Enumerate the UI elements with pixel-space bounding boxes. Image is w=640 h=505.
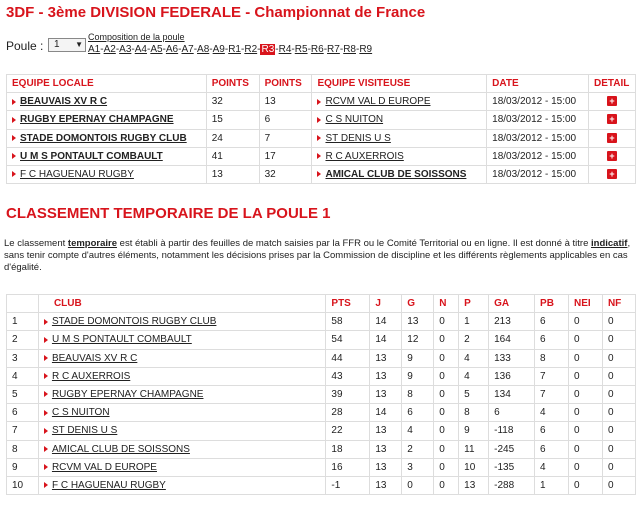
cell-n: 0 (434, 367, 459, 385)
poule-link-separator: - (257, 44, 261, 55)
cell-g: 9 (402, 349, 434, 367)
arrow-right-icon (12, 117, 16, 123)
cell-nei: 0 (568, 440, 602, 458)
poule-link-separator: - (241, 44, 245, 55)
cell-j: 13 (370, 476, 402, 494)
cell-j: 13 (370, 458, 402, 476)
poule-link-a9[interactable]: A9 (212, 44, 225, 55)
poule-link-a5[interactable]: A5 (150, 44, 163, 55)
detail-plus-icon[interactable]: + (607, 133, 617, 143)
arrow-right-icon (12, 153, 16, 159)
poule-link-r2[interactable]: R2 (244, 44, 258, 55)
standings-table (6, 294, 636, 495)
cell-nf: 0 (602, 367, 635, 385)
cell-nei: 0 (568, 331, 602, 349)
cell-pts: 44 (326, 349, 370, 367)
cell-nf: 0 (602, 476, 635, 494)
away-points: 7 (259, 129, 312, 147)
cell-nei: 0 (568, 404, 602, 422)
poule-link-separator: - (224, 44, 229, 55)
cell-nf: 0 (602, 422, 635, 440)
cell-p: 8 (459, 404, 489, 422)
home-points: 24 (206, 129, 259, 147)
cell-pts: 58 (326, 313, 370, 331)
cell-pts: 18 (326, 440, 370, 458)
cell-nei: 0 (568, 476, 602, 494)
cell-nf: 0 (602, 440, 635, 458)
detail-cell (588, 111, 635, 129)
home-points: 15 (206, 111, 259, 129)
info-text-1: Le classement (4, 238, 68, 249)
club-name[interactable]: RCVM VAL D EUROPE (51, 461, 157, 473)
cell-g: 3 (402, 458, 434, 476)
detail-plus-icon[interactable]: + (607, 96, 617, 106)
away-team-name[interactable]: RCVM VAL D EUROPE (325, 96, 431, 108)
poule-link-separator: - (131, 44, 135, 55)
header-n: N (434, 295, 459, 313)
cell-g: 13 (402, 313, 434, 331)
header-detail: DETAIL (588, 75, 635, 93)
cell-rank: 4 (7, 367, 39, 385)
header-club: CLUB (38, 295, 325, 313)
poule-link-separator: - (323, 44, 328, 55)
arrow-right-icon (12, 171, 16, 177)
arrow-right-icon (44, 373, 48, 379)
away-team-cell[interactable] (312, 129, 487, 147)
poule-link-separator: - (100, 44, 104, 55)
header-g: G (402, 295, 434, 313)
standings-row (7, 313, 636, 331)
cell-rank: 9 (7, 458, 39, 476)
match-date: 18/03/2012 - 15:00 (487, 93, 589, 111)
match-row (7, 165, 636, 183)
poule-select-value: 1 (54, 39, 60, 50)
club-name[interactable]: STADE DOMONTOIS RUGBY CLUB (51, 316, 217, 328)
arrow-right-icon (44, 428, 48, 434)
cell-ga: 164 (489, 331, 535, 349)
cell-p: 11 (459, 440, 489, 458)
poule-link-r7[interactable]: R7 (327, 44, 340, 55)
poule-link-separator: - (193, 44, 198, 55)
cell-ga: 133 (489, 349, 535, 367)
poule-link-a8[interactable]: A8 (197, 44, 210, 55)
cell-nei: 0 (568, 367, 602, 385)
cell-n: 0 (434, 349, 459, 367)
home-team-cell[interactable] (7, 93, 207, 111)
cell-p: 1 (459, 313, 489, 331)
detail-cell (588, 147, 635, 165)
match-date: 18/03/2012 - 15:00 (487, 165, 589, 183)
poule-link-separator: - (291, 44, 295, 55)
away-team-name[interactable]: R C AUXERROIS (325, 150, 404, 162)
arrow-right-icon (317, 153, 321, 159)
header-nei: NEI (568, 295, 602, 313)
arrow-right-icon (317, 135, 321, 141)
cell-pb: 7 (535, 385, 569, 403)
cell-pb: 6 (535, 422, 569, 440)
cell-club[interactable] (38, 476, 325, 494)
cell-nei: 0 (568, 422, 602, 440)
cell-g: 2 (402, 440, 434, 458)
standings-row (7, 440, 636, 458)
arrow-right-icon (317, 99, 321, 105)
cell-ga: -135 (489, 458, 535, 476)
cell-p: 2 (459, 331, 489, 349)
cell-pb: 6 (535, 440, 569, 458)
arrow-right-icon (12, 99, 16, 105)
cell-n: 0 (434, 404, 459, 422)
cell-nei: 0 (568, 349, 602, 367)
arrow-right-icon (317, 171, 321, 177)
cell-j: 14 (370, 313, 402, 331)
club-name[interactable]: AMICAL CLUB DE SOISSONS (51, 443, 190, 455)
cell-n: 0 (434, 331, 459, 349)
detail-plus-icon[interactable]: + (607, 169, 617, 179)
poule-link-r4[interactable]: R4 (278, 44, 292, 55)
club-name[interactable]: F C HAGUENAU RUGBY (51, 479, 166, 491)
header-away-points: POINTS (259, 75, 312, 93)
cell-g: 9 (402, 367, 434, 385)
home-team-name[interactable]: RUGBY EPERNAY CHAMPAGNE (20, 114, 174, 126)
detail-cell (588, 129, 635, 147)
home-team-name[interactable]: U M S PONTAULT COMBAULT (20, 150, 163, 162)
poule-link-r5[interactable]: R5 (294, 44, 308, 55)
cell-club[interactable] (38, 313, 325, 331)
cell-pb: 6 (535, 313, 569, 331)
club-name[interactable]: R C AUXERROIS (51, 370, 131, 382)
away-points: 17 (259, 147, 312, 165)
cell-n: 0 (434, 458, 459, 476)
standings-row (7, 404, 636, 422)
cell-nei: 0 (568, 458, 602, 476)
cell-pb: 4 (535, 404, 569, 422)
matches-header-row (7, 75, 636, 93)
poule-link-r6[interactable]: R6 (310, 44, 324, 55)
detail-cell (588, 93, 635, 111)
poule-link-separator: - (146, 44, 151, 55)
poule-link-a2[interactable]: A2 (103, 44, 116, 55)
away-team-cell[interactable] (312, 165, 487, 183)
poule-link-a6[interactable]: A6 (165, 44, 179, 55)
cell-p: 5 (459, 385, 489, 403)
cell-g: 0 (402, 476, 434, 494)
match-date: 18/03/2012 - 15:00 (487, 129, 589, 147)
cell-n: 0 (434, 476, 459, 494)
cell-n: 0 (434, 422, 459, 440)
cell-g: 12 (402, 331, 434, 349)
cell-j: 13 (370, 422, 402, 440)
poule-label: Poule : (6, 39, 44, 53)
cell-rank: 8 (7, 440, 39, 458)
poule-link-a3[interactable]: A3 (119, 44, 132, 55)
home-team-name[interactable]: STADE DOMONTOIS RUGBY CLUB (20, 132, 187, 144)
poule-link-separator: - (355, 44, 360, 55)
standings-row (7, 458, 636, 476)
cell-ga: -118 (489, 422, 535, 440)
club-name[interactable]: BEAUVAIS XV R C (51, 352, 138, 364)
cell-n: 0 (434, 313, 459, 331)
cell-club[interactable] (38, 440, 325, 458)
cell-pts: 54 (326, 331, 370, 349)
arrow-right-icon (44, 337, 48, 343)
cell-pts: 43 (326, 367, 370, 385)
cell-j: 13 (370, 385, 402, 403)
away-team-name[interactable]: C S NUITON (325, 114, 384, 126)
club-name[interactable]: RUGBY EPERNAY CHAMPAGNE (51, 389, 204, 401)
composition-link[interactable]: Composition de la poule (88, 32, 185, 42)
poule-link-a7[interactable]: A7 (181, 44, 194, 55)
cell-g: 4 (402, 422, 434, 440)
header-pts: PTS (326, 295, 370, 313)
poule-link-r3[interactable]: R3 (261, 44, 275, 55)
club-name[interactable]: ST DENIS U S (51, 425, 118, 437)
cell-pb: 6 (535, 331, 569, 349)
poule-link-separator: - (307, 44, 311, 55)
match-row (7, 147, 636, 165)
cell-j: 13 (370, 367, 402, 385)
chevron-down-icon: ▼ (75, 40, 83, 49)
cell-nf: 0 (602, 349, 635, 367)
info-text-3: , sans tenir compte d'autres éléments, notamment les décisions prises par la Commission de discipline et les différents règlements applicables en cas d'égalité. (4, 238, 631, 273)
cell-rank: 7 (7, 422, 39, 440)
detail-plus-icon[interactable]: + (607, 114, 617, 124)
cell-nf: 0 (602, 458, 635, 476)
away-team-cell[interactable] (312, 93, 487, 111)
home-team-name[interactable]: BEAUVAIS XV R C (20, 96, 108, 108)
away-points: 6 (259, 111, 312, 129)
home-team-cell[interactable] (7, 147, 207, 165)
match-row (7, 111, 636, 129)
cell-pts: 16 (326, 458, 370, 476)
header-ga: GA (489, 295, 535, 313)
cell-ga: -288 (489, 476, 535, 494)
cell-ga: -245 (489, 440, 535, 458)
poule-link-separator: - (115, 44, 120, 55)
away-points: 32 (259, 165, 312, 183)
cell-rank: 1 (7, 313, 39, 331)
info-text-2: est établi à partir des feuilles de match saisies par la FFR ou le Comité Territorial ou en ligne. Il est donné à titre (117, 238, 592, 249)
poule-link-a1[interactable]: A1 (88, 44, 101, 55)
cell-g: 6 (402, 404, 434, 422)
match-date: 18/03/2012 - 15:00 (487, 147, 589, 165)
cell-club[interactable] (38, 422, 325, 440)
away-team-name[interactable]: ST DENIS U S (325, 132, 391, 144)
away-team-name[interactable]: AMICAL CLUB DE SOISSONS (325, 169, 467, 181)
cell-club[interactable] (38, 331, 325, 349)
header-date: DATE (487, 75, 589, 93)
cell-p: 9 (459, 422, 489, 440)
arrow-right-icon (44, 355, 48, 361)
home-points: 41 (206, 147, 259, 165)
cell-rank: 2 (7, 331, 39, 349)
header-rank (7, 295, 39, 313)
cell-j: 13 (370, 349, 402, 367)
cell-p: 4 (459, 349, 489, 367)
poule-link-r9[interactable]: R9 (359, 44, 373, 55)
away-points: 13 (259, 93, 312, 111)
poule-link-separator: - (339, 44, 344, 55)
poule-link-separator: - (162, 44, 166, 55)
standings-header-row (7, 295, 636, 313)
club-name[interactable]: C S NUITON (51, 407, 110, 419)
arrow-right-icon (44, 410, 48, 416)
cell-rank: 5 (7, 385, 39, 403)
section-title: CLASSEMENT TEMPORAIRE DE LA POULE 1 (6, 205, 331, 222)
cell-j: 14 (370, 404, 402, 422)
header-pb: PB (535, 295, 569, 313)
cell-ga: 134 (489, 385, 535, 403)
page-title: 3DF - 3ème DIVISION FEDERALE - Championnat de France (6, 4, 426, 21)
arrow-right-icon (44, 482, 48, 488)
poule-link-separator: - (209, 44, 213, 55)
poule-select[interactable] (48, 38, 86, 52)
away-team-cell[interactable] (312, 147, 487, 165)
arrow-right-icon (12, 135, 16, 141)
cell-j: 14 (370, 331, 402, 349)
detail-cell (588, 165, 635, 183)
header-home-points: POINTS (206, 75, 259, 93)
cell-pts: 22 (326, 422, 370, 440)
standings-row (7, 476, 636, 494)
cell-j: 13 (370, 440, 402, 458)
poule-link-separator: - (178, 44, 182, 55)
header-nf: NF (602, 295, 635, 313)
cell-nf: 0 (602, 313, 635, 331)
home-points: 32 (206, 93, 259, 111)
cell-club[interactable] (38, 349, 325, 367)
header-j: J (370, 295, 402, 313)
cell-pb: 1 (535, 476, 569, 494)
cell-p: 13 (459, 476, 489, 494)
cell-p: 10 (459, 458, 489, 476)
match-date: 18/03/2012 - 15:00 (487, 111, 589, 129)
arrow-right-icon (44, 319, 48, 325)
home-team-cell[interactable] (7, 129, 207, 147)
info-paragraph (4, 238, 636, 274)
home-team-cell[interactable] (7, 165, 207, 183)
arrow-right-icon (44, 446, 48, 452)
poule-link-separator: - (275, 44, 279, 55)
away-team-cell[interactable] (312, 111, 487, 129)
poule-link-a4[interactable]: A4 (134, 44, 147, 55)
standings-row (7, 367, 636, 385)
temporaire-link[interactable]: temporaire (67, 238, 118, 249)
cell-ga: 136 (489, 367, 535, 385)
poule-links (88, 44, 372, 55)
cell-p: 4 (459, 367, 489, 385)
cell-pts: -1 (326, 476, 370, 494)
home-team-cell[interactable] (7, 111, 207, 129)
cell-pts: 28 (326, 404, 370, 422)
home-points: 13 (206, 165, 259, 183)
cell-club[interactable] (38, 404, 325, 422)
detail-plus-icon[interactable]: + (607, 151, 617, 161)
matches-table (6, 74, 636, 184)
header-away-team: EQUIPE VISITEUSE (312, 75, 487, 93)
cell-n: 0 (434, 385, 459, 403)
header-p: P (459, 295, 489, 313)
cell-pb: 7 (535, 367, 569, 385)
cell-nf: 0 (602, 385, 635, 403)
standings-row (7, 422, 636, 440)
cell-club[interactable] (38, 385, 325, 403)
cell-rank: 10 (7, 476, 39, 494)
standings-row (7, 385, 636, 403)
cell-nei: 0 (568, 313, 602, 331)
cell-club[interactable] (38, 367, 325, 385)
match-row (7, 93, 636, 111)
poule-link-r1[interactable]: R1 (228, 44, 241, 55)
cell-pb: 8 (535, 349, 569, 367)
cell-n: 0 (434, 440, 459, 458)
standings-row (7, 331, 636, 349)
arrow-right-icon (44, 464, 48, 470)
cell-ga: 213 (489, 313, 535, 331)
header-home-team: EQUIPE LOCALE (7, 75, 207, 93)
arrow-right-icon (317, 117, 321, 123)
standings-row (7, 349, 636, 367)
cell-pts: 39 (326, 385, 370, 403)
cell-pb: 4 (535, 458, 569, 476)
cell-rank: 3 (7, 349, 39, 367)
poule-link-r8[interactable]: R8 (343, 44, 356, 55)
cell-g: 8 (402, 385, 434, 403)
cell-rank: 6 (7, 404, 39, 422)
home-team-name[interactable]: F C HAGUENAU RUGBY (20, 169, 134, 181)
arrow-right-icon (44, 391, 48, 397)
indicatif-link[interactable]: indicatif (591, 238, 628, 249)
match-row (7, 129, 636, 147)
cell-nf: 0 (602, 404, 635, 422)
club-name[interactable]: U M S PONTAULT COMBAULT (51, 334, 192, 346)
cell-nf: 0 (602, 331, 635, 349)
cell-ga: 6 (489, 404, 535, 422)
cell-club[interactable] (38, 458, 325, 476)
cell-nei: 0 (568, 385, 602, 403)
